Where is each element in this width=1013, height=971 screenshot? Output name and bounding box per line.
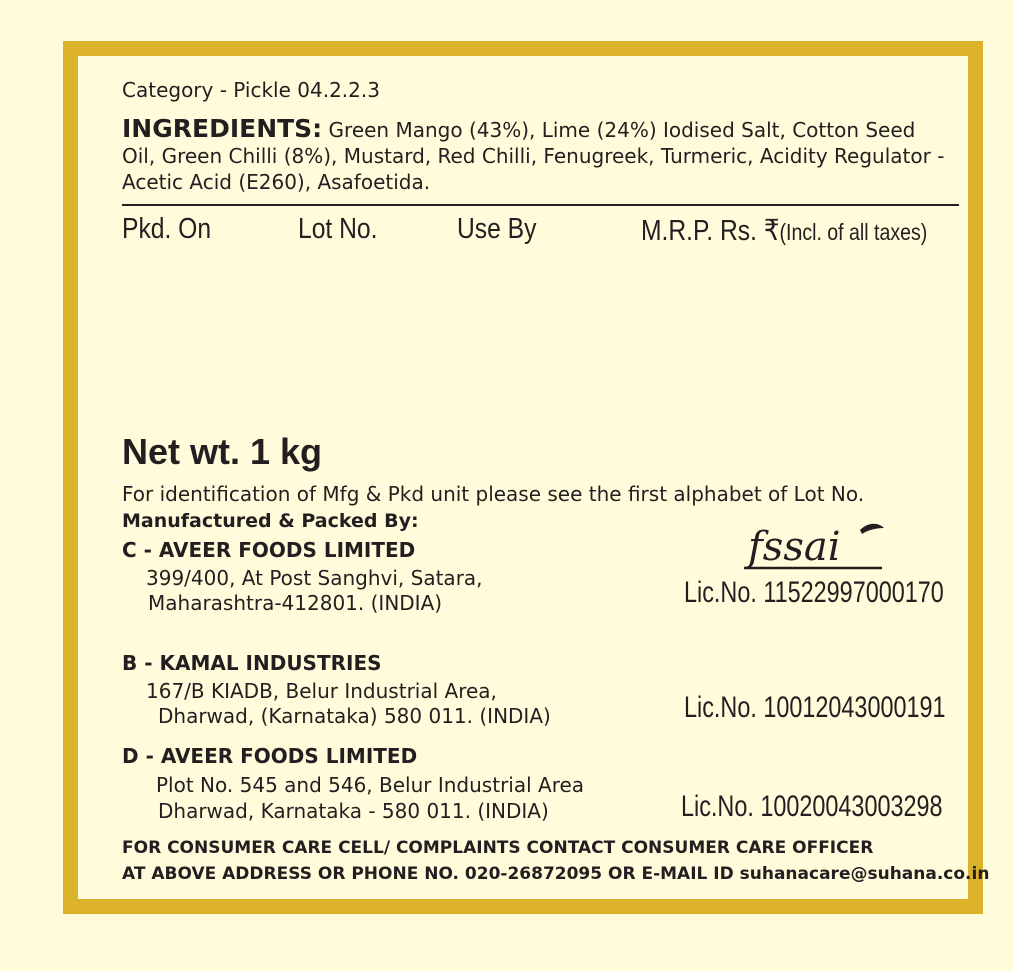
unit-d-address-line1: Plot No. 545 and 546, Belur Industrial Area xyxy=(156,773,585,797)
ingredients-heading: INGREDIENTS: xyxy=(122,114,323,143)
identification-note: For identification of Mfg & Pkd unit please see the first alphabet of Lot No. xyxy=(122,482,865,506)
unit-c-name: C - AVEER FOODS LIMITED xyxy=(122,538,416,562)
unit-d-address-line2: Dharwad, Karnataka - 580 011. (INDIA) xyxy=(158,799,549,823)
fssai-logo xyxy=(742,518,892,578)
unit-b-address-line1: 167/B KIADB, Belur Industrial Area, xyxy=(146,679,497,703)
divider-line xyxy=(122,204,959,206)
unit-b-name: B - KAMAL INDUSTRIES xyxy=(122,651,382,675)
unit-c-license: Lic.No. 11522997000170 xyxy=(684,576,944,609)
consumer-care-line1: FOR CONSUMER CARE CELL/ COMPLAINTS CONTACT CONSUMER CARE OFFICER xyxy=(122,838,874,858)
manufacturer-heading: Manufactured & Packed By: xyxy=(122,510,419,532)
mrp-label: M.R.P. Rs. ₹ xyxy=(641,215,780,247)
ingredients-list: Green Mango (43%), Lime (24%) Iodised Salt, Cotton Seed Oil, Green Chilli (8%), Mustard, Red Chilli, Fenugreek, Turmeric, Acidity Regulator - Acetic Acid (E260), Asafoetida. xyxy=(122,118,945,194)
unit-b-address-line2: Dharwad, (Karnataka) 580 011. (INDIA) xyxy=(158,704,551,728)
fssai-leaf-icon xyxy=(860,524,884,534)
mrp-tax-note: (Incl. of all taxes) xyxy=(779,219,928,245)
use-by-label: Use By xyxy=(457,213,537,245)
category-text: Category - Pickle 04.2.2.3 xyxy=(122,78,380,102)
unit-d-license: Lic.No. 10020043003298 xyxy=(681,790,943,823)
fssai-logo-text: fssai xyxy=(748,524,841,570)
lot-number-label: Lot No. xyxy=(298,213,378,245)
unit-c-address-line2: Maharashtra-412801. (INDIA) xyxy=(148,591,443,615)
unit-c-address-line1: 399/400, At Post Sanghvi, Satara, xyxy=(146,566,483,590)
mrp-field xyxy=(641,213,927,248)
net-weight: Net wt. 1 kg xyxy=(122,431,323,472)
ingredients-block xyxy=(122,116,952,195)
unit-d-name: D - AVEER FOODS LIMITED xyxy=(122,744,418,768)
consumer-care-line2: AT ABOVE ADDRESS OR PHONE NO. 020-26872095 OR E-MAIL ID suhanacare@suhana.co.in xyxy=(122,864,990,884)
packed-on-label: Pkd. On xyxy=(122,213,212,245)
product-label xyxy=(63,41,990,914)
unit-b-license: Lic.No. 10012043000191 xyxy=(684,691,946,724)
